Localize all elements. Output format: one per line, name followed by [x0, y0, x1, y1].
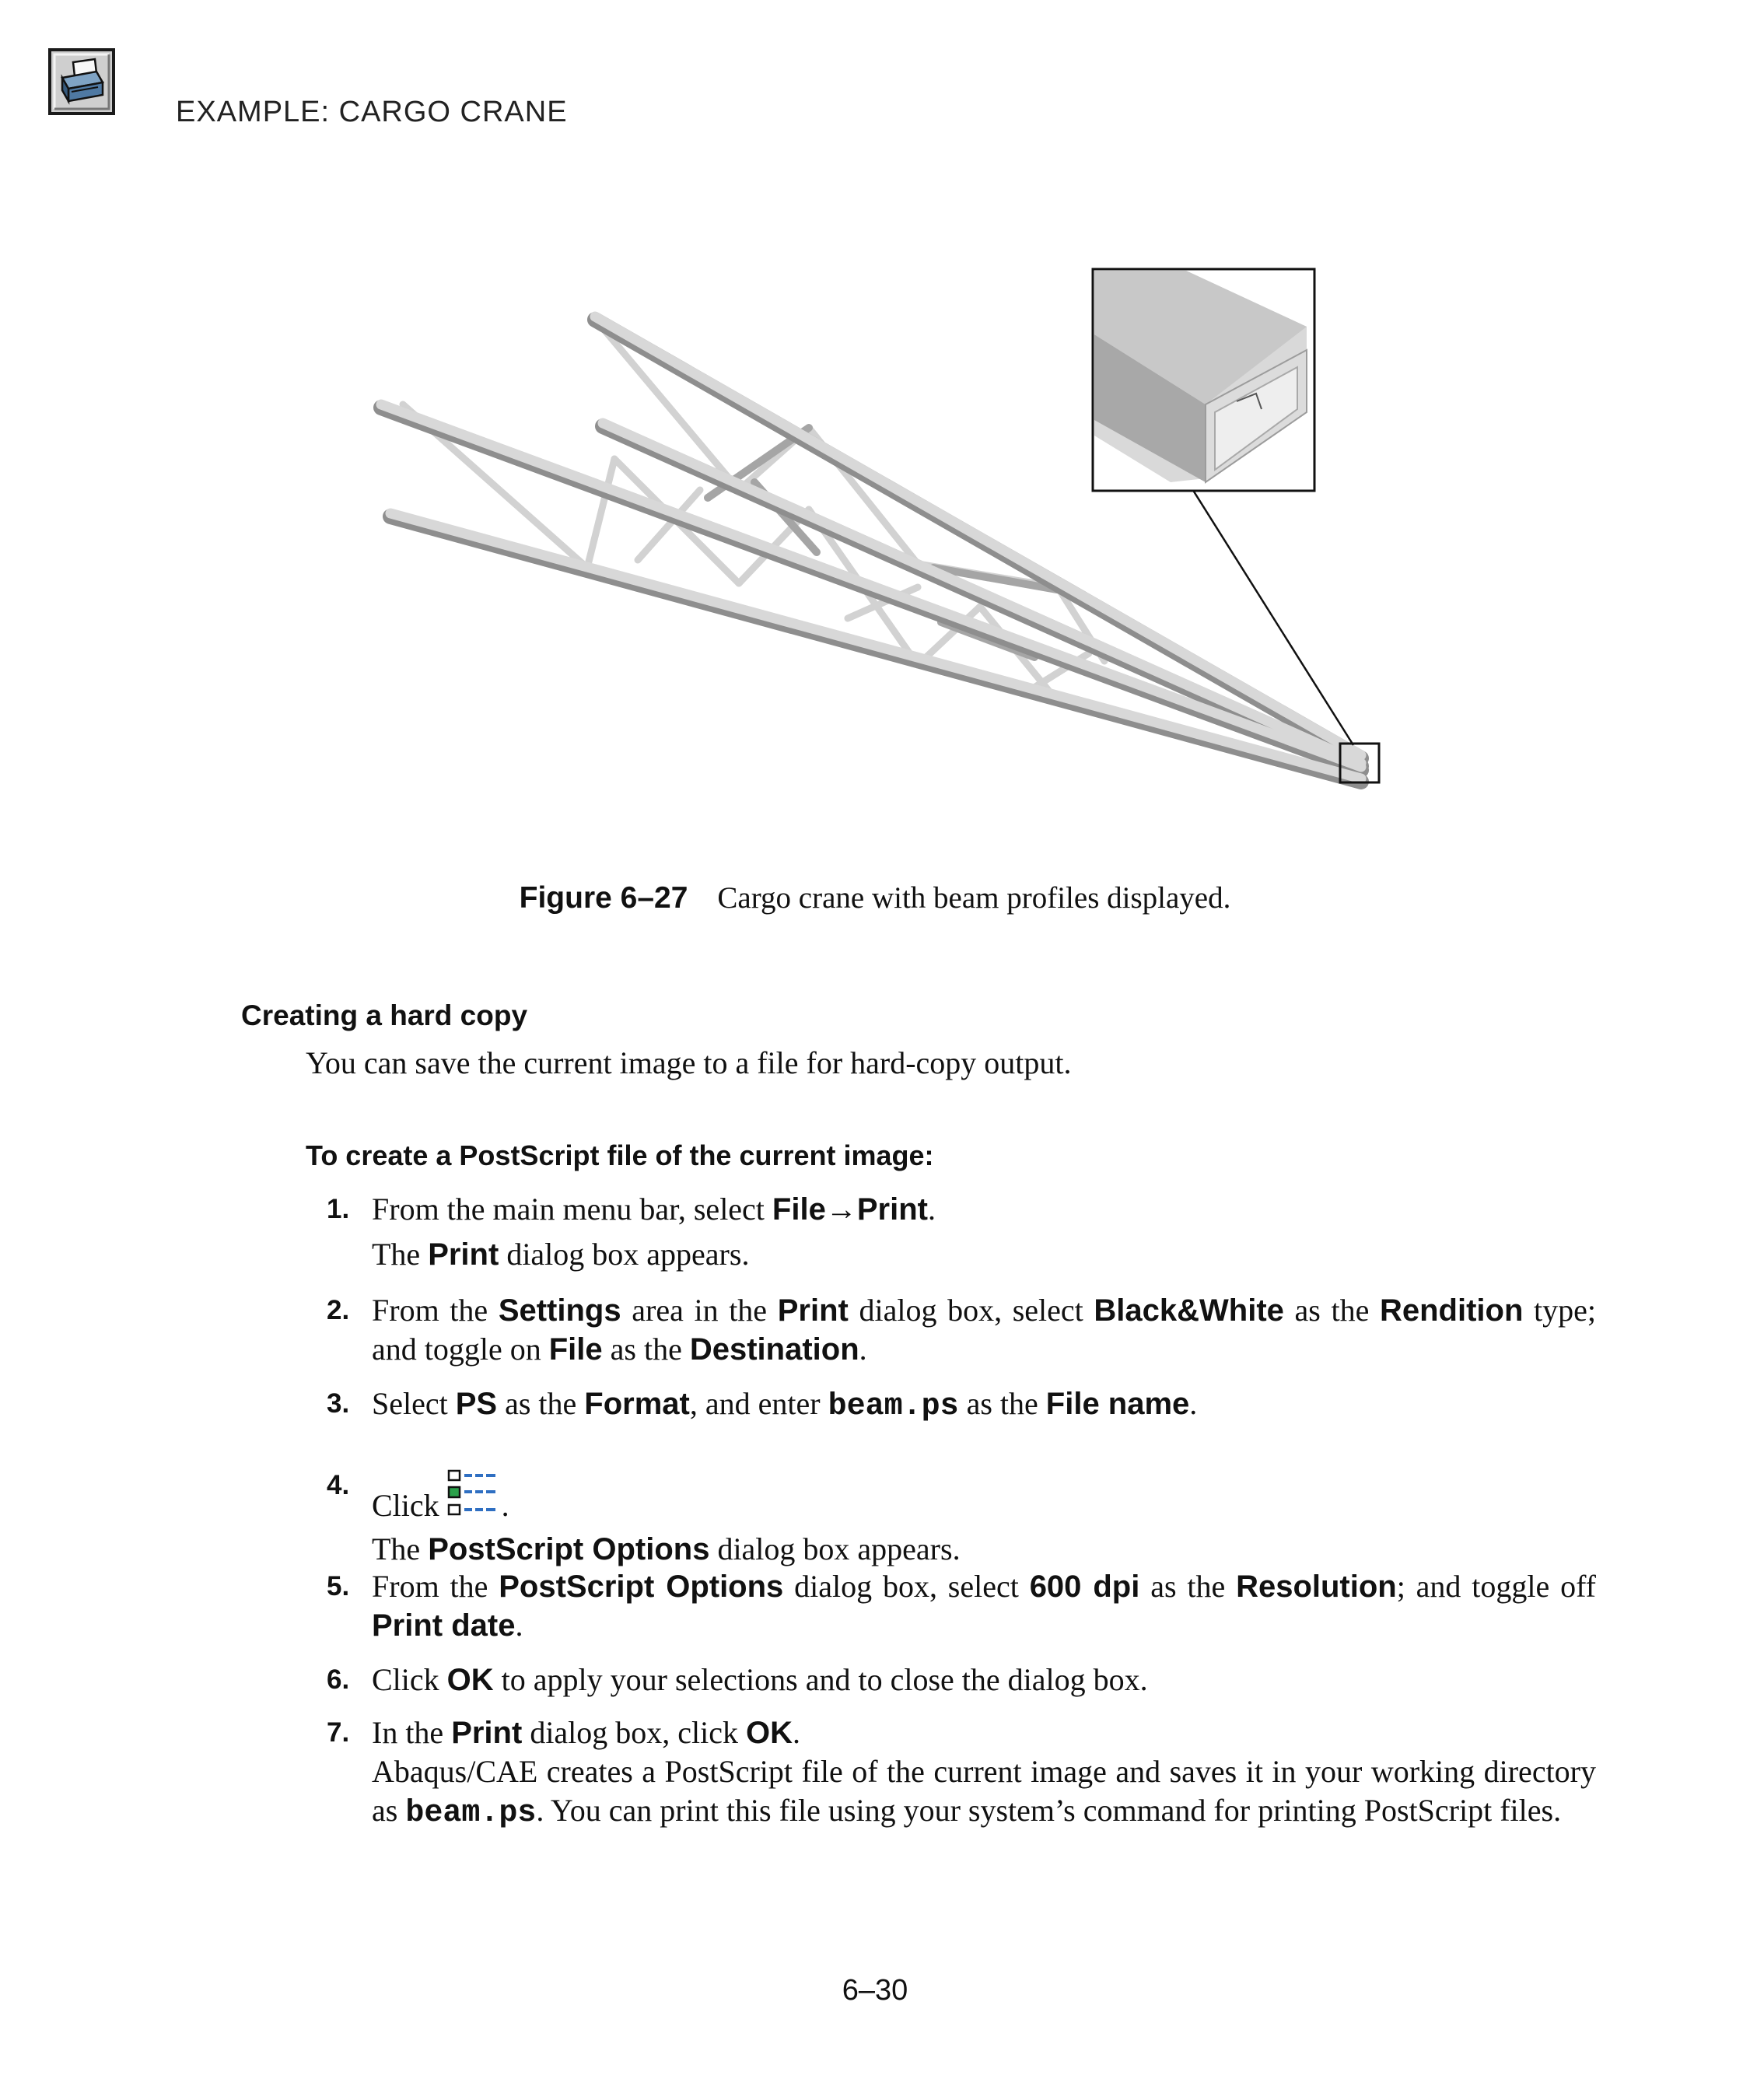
step-number: 6. [327, 1664, 350, 1695]
file-name-code: beam.ps [828, 1389, 959, 1424]
file-name-code: beam.ps [405, 1796, 537, 1831]
procedure-step: 2. From the Settings area in the Print dialog box, select Black&White as the Rendition type; and toggle on File as the Destination. [327, 1293, 1597, 1367]
postscript-options-icon[interactable] [447, 1466, 502, 1521]
procedure-step: 6. Click OK to apply your selections and to close the dialog box. [327, 1661, 1596, 1699]
beam-profile-inset [1093, 269, 1314, 491]
step-number: 7. [327, 1717, 350, 1748]
step-number: 2. [327, 1295, 350, 1325]
running-header: EXAMPLE: CARGO CRANE [176, 96, 568, 128]
procedure-step: 7. In the Print dialog box, click OK. Abaqus/CAE creates a PostScript file of the current image and saves it in your working directory as beam.ps. You can print this file using your system’s command for printing PostScript files. [327, 1715, 1596, 1831]
step-number: 1. [327, 1194, 350, 1224]
menu-path: File→Print [772, 1192, 928, 1227]
step-number: 5. [327, 1571, 350, 1601]
figure-caption-text: Cargo crane with beam profiles displayed. [717, 881, 1231, 915]
figure-label: Figure 6–27 [519, 881, 688, 915]
procedure-step: 1. From the main menu bar, select File→Print. The Print dialog box appears. [327, 1192, 936, 1272]
cargo-crane-figure [342, 257, 1447, 817]
procedure-step: 4. Click . The PostScript Options dialog box appears. [327, 1466, 1596, 1569]
step-number: 3. [327, 1388, 350, 1419]
page-number: 6–30 [842, 1974, 908, 2007]
section-intro: You can save the current image to a file for hard-copy output. [306, 1045, 1072, 1080]
procedure-step: 5. From the PostScript Options dialog box, select 600 dpi as the Resolution; and toggle off Print date. [327, 1569, 1597, 1643]
step-number: 4. [327, 1470, 350, 1500]
section-heading: Creating a hard copy [241, 999, 528, 1031]
procedure-heading: To create a PostScript file of the current image: [306, 1139, 934, 1171]
procedure-step: 3. Select PS as the Format, and enter beam.ps as the File name. [327, 1386, 1198, 1424]
figure-caption [0, 880, 1750, 915]
printer-icon [48, 48, 115, 115]
